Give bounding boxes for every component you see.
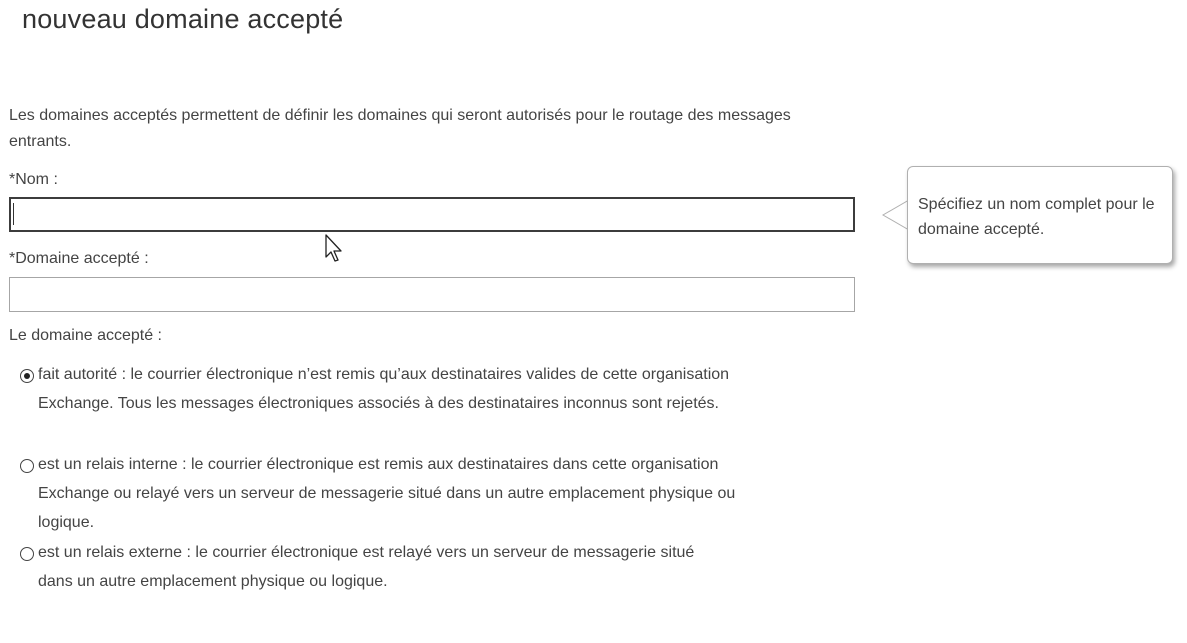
page-title: nouveau domaine accepté	[22, 4, 344, 34]
mouse-pointer-icon	[324, 234, 346, 264]
radio-label-internal-relay: est un relais interne : le courrier électronique est remis aux destinataires dans cette organisation Exchange ou relayé vers un serveur de messagerie situé dans un autre emplacement physique ou logique.	[38, 456, 736, 531]
radio-label-authoritative: fait autorité : le courrier électronique n’est remis qu’aux destinataires valides de cette organisation Exchange. Tous les messages électroniques associés à des destinataires inconnus sont rejetés.	[38, 366, 730, 412]
help-tooltip	[907, 166, 1173, 264]
domain-type-label: Le domaine accepté :	[9, 327, 162, 344]
text-caret	[13, 203, 14, 225]
radio-label-external-relay: est un relais externe : le courrier électronique est relayé vers un serveur de messagerie situé dans un autre emplacement physique ou logique.	[38, 544, 695, 590]
radio-option-external-relay[interactable]	[20, 541, 720, 596]
domain-label: *Domaine accepté :	[9, 250, 149, 267]
name-input[interactable]	[9, 197, 855, 232]
radio-option-authoritative[interactable]	[20, 363, 765, 418]
name-label: *Nom :	[9, 171, 58, 188]
tooltip-arrow-icon	[882, 200, 910, 230]
accepted-domain-input[interactable]	[9, 277, 855, 312]
radio-option-internal-relay[interactable]	[20, 453, 745, 537]
page-description: Les domaines acceptés permettent de définir les domaines qui seront autorisés pour le routage des messages entrants.	[9, 107, 791, 150]
radio-unselected-icon[interactable]	[20, 459, 34, 473]
radio-unselected-icon[interactable]	[20, 547, 34, 561]
radio-selected-icon[interactable]	[20, 369, 34, 383]
tooltip-text: Spécifiez un nom complet pour le domaine accepté.	[918, 196, 1155, 238]
